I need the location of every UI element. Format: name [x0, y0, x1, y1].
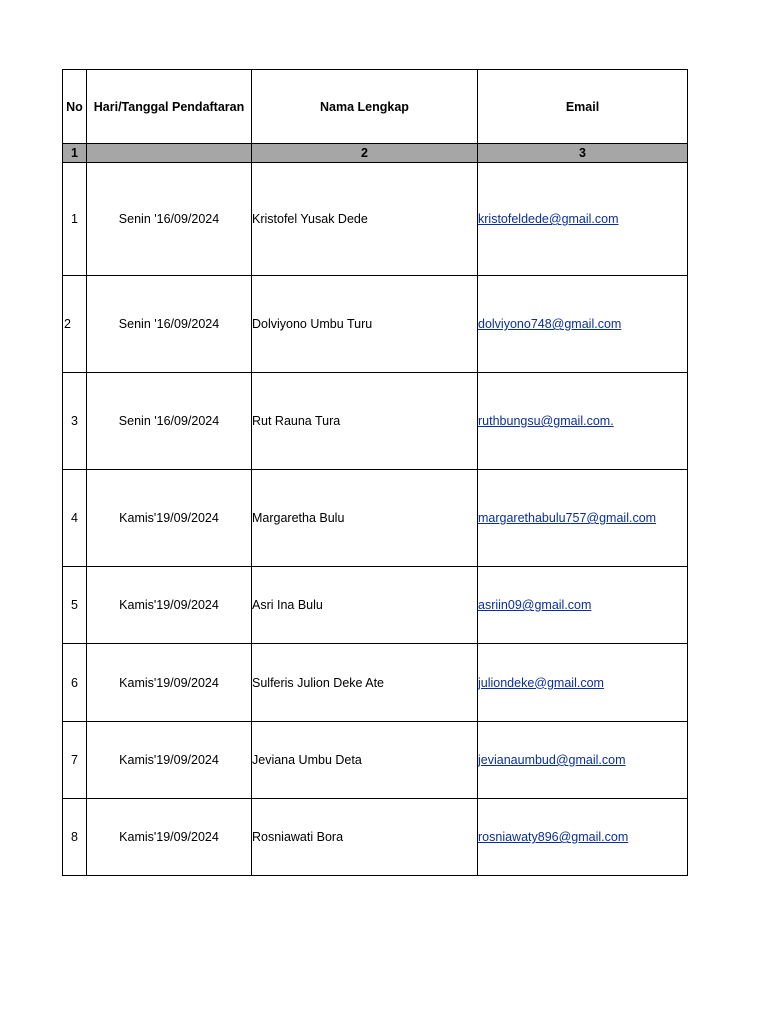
email-link[interactable]: asriin09@gmail.com: [478, 598, 592, 612]
table-row: [63, 470, 688, 567]
row-number: 6: [63, 644, 87, 722]
email-cell: [478, 470, 688, 567]
row-number: 5: [63, 567, 87, 644]
column-number-cell: 1: [63, 144, 87, 163]
column-number-cell: [87, 144, 252, 163]
registration-date: Senin '16/09/2024: [87, 373, 252, 470]
email-link[interactable]: ruthbungsu@gmail.com.: [478, 414, 614, 428]
full-name: Margaretha Bulu: [252, 470, 478, 567]
table-row: [63, 163, 688, 276]
row-number: 8: [63, 799, 87, 876]
column-number-row: [63, 144, 688, 163]
registration-date: Kamis'19/09/2024: [87, 567, 252, 644]
row-number: 7: [63, 722, 87, 799]
full-name: Kristofel Yusak Dede: [252, 163, 478, 276]
table-row: [63, 567, 688, 644]
email-link[interactable]: kristofeldede@gmail.com: [478, 212, 619, 226]
header-no: No: [63, 70, 87, 144]
email-cell: [478, 644, 688, 722]
full-name: Jeviana Umbu Deta: [252, 722, 478, 799]
table-row: [63, 644, 688, 722]
column-number-cell: 3: [478, 144, 688, 163]
registration-date: Senin '16/09/2024: [87, 163, 252, 276]
header-name: Nama Lengkap: [252, 70, 478, 144]
registration-date: Kamis'19/09/2024: [87, 722, 252, 799]
email-link[interactable]: juliondeke@gmail.com: [478, 675, 604, 690]
email-cell: [478, 276, 688, 373]
table-row: [63, 276, 688, 373]
header-row: [63, 70, 688, 144]
full-name: Rosniawati Bora: [252, 799, 478, 876]
column-number-cell: 2: [252, 144, 478, 163]
registration-date: Kamis'19/09/2024: [87, 799, 252, 876]
email-link[interactable]: jevianaumbud@gmail.com: [478, 753, 626, 767]
email-cell: [478, 163, 688, 276]
email-link[interactable]: rosniawaty896@gmail.com: [478, 830, 629, 844]
full-name: Rut Rauna Tura: [252, 373, 478, 470]
header-date: Hari/Tanggal Pendaftaran: [87, 70, 252, 144]
full-name: Asri Ina Bulu: [252, 567, 478, 644]
row-number: 3: [63, 373, 87, 470]
email-cell: [478, 722, 688, 799]
table-row: [63, 799, 688, 876]
row-number: 2: [63, 276, 87, 373]
email-cell: [478, 373, 688, 470]
email-link[interactable]: dolviyono748@gmail.com: [478, 317, 622, 331]
email-cell: [478, 567, 688, 644]
table-row: [63, 373, 688, 470]
full-name: Sulferis Julion Deke Ate: [252, 644, 478, 722]
email-link[interactable]: margarethabulu757@gmail.com: [478, 511, 657, 525]
header-email: Email: [478, 70, 688, 144]
registration-table: [62, 69, 688, 876]
row-number: 4: [63, 470, 87, 567]
registration-date: Senin '16/09/2024: [87, 276, 252, 373]
full-name: Dolviyono Umbu Turu: [252, 276, 478, 373]
email-cell: [478, 799, 688, 876]
row-number: 1: [63, 163, 87, 276]
registration-date: Kamis'19/09/2024: [87, 470, 252, 567]
table-row: [63, 722, 688, 799]
registration-date: Kamis'19/09/2024: [87, 644, 252, 722]
